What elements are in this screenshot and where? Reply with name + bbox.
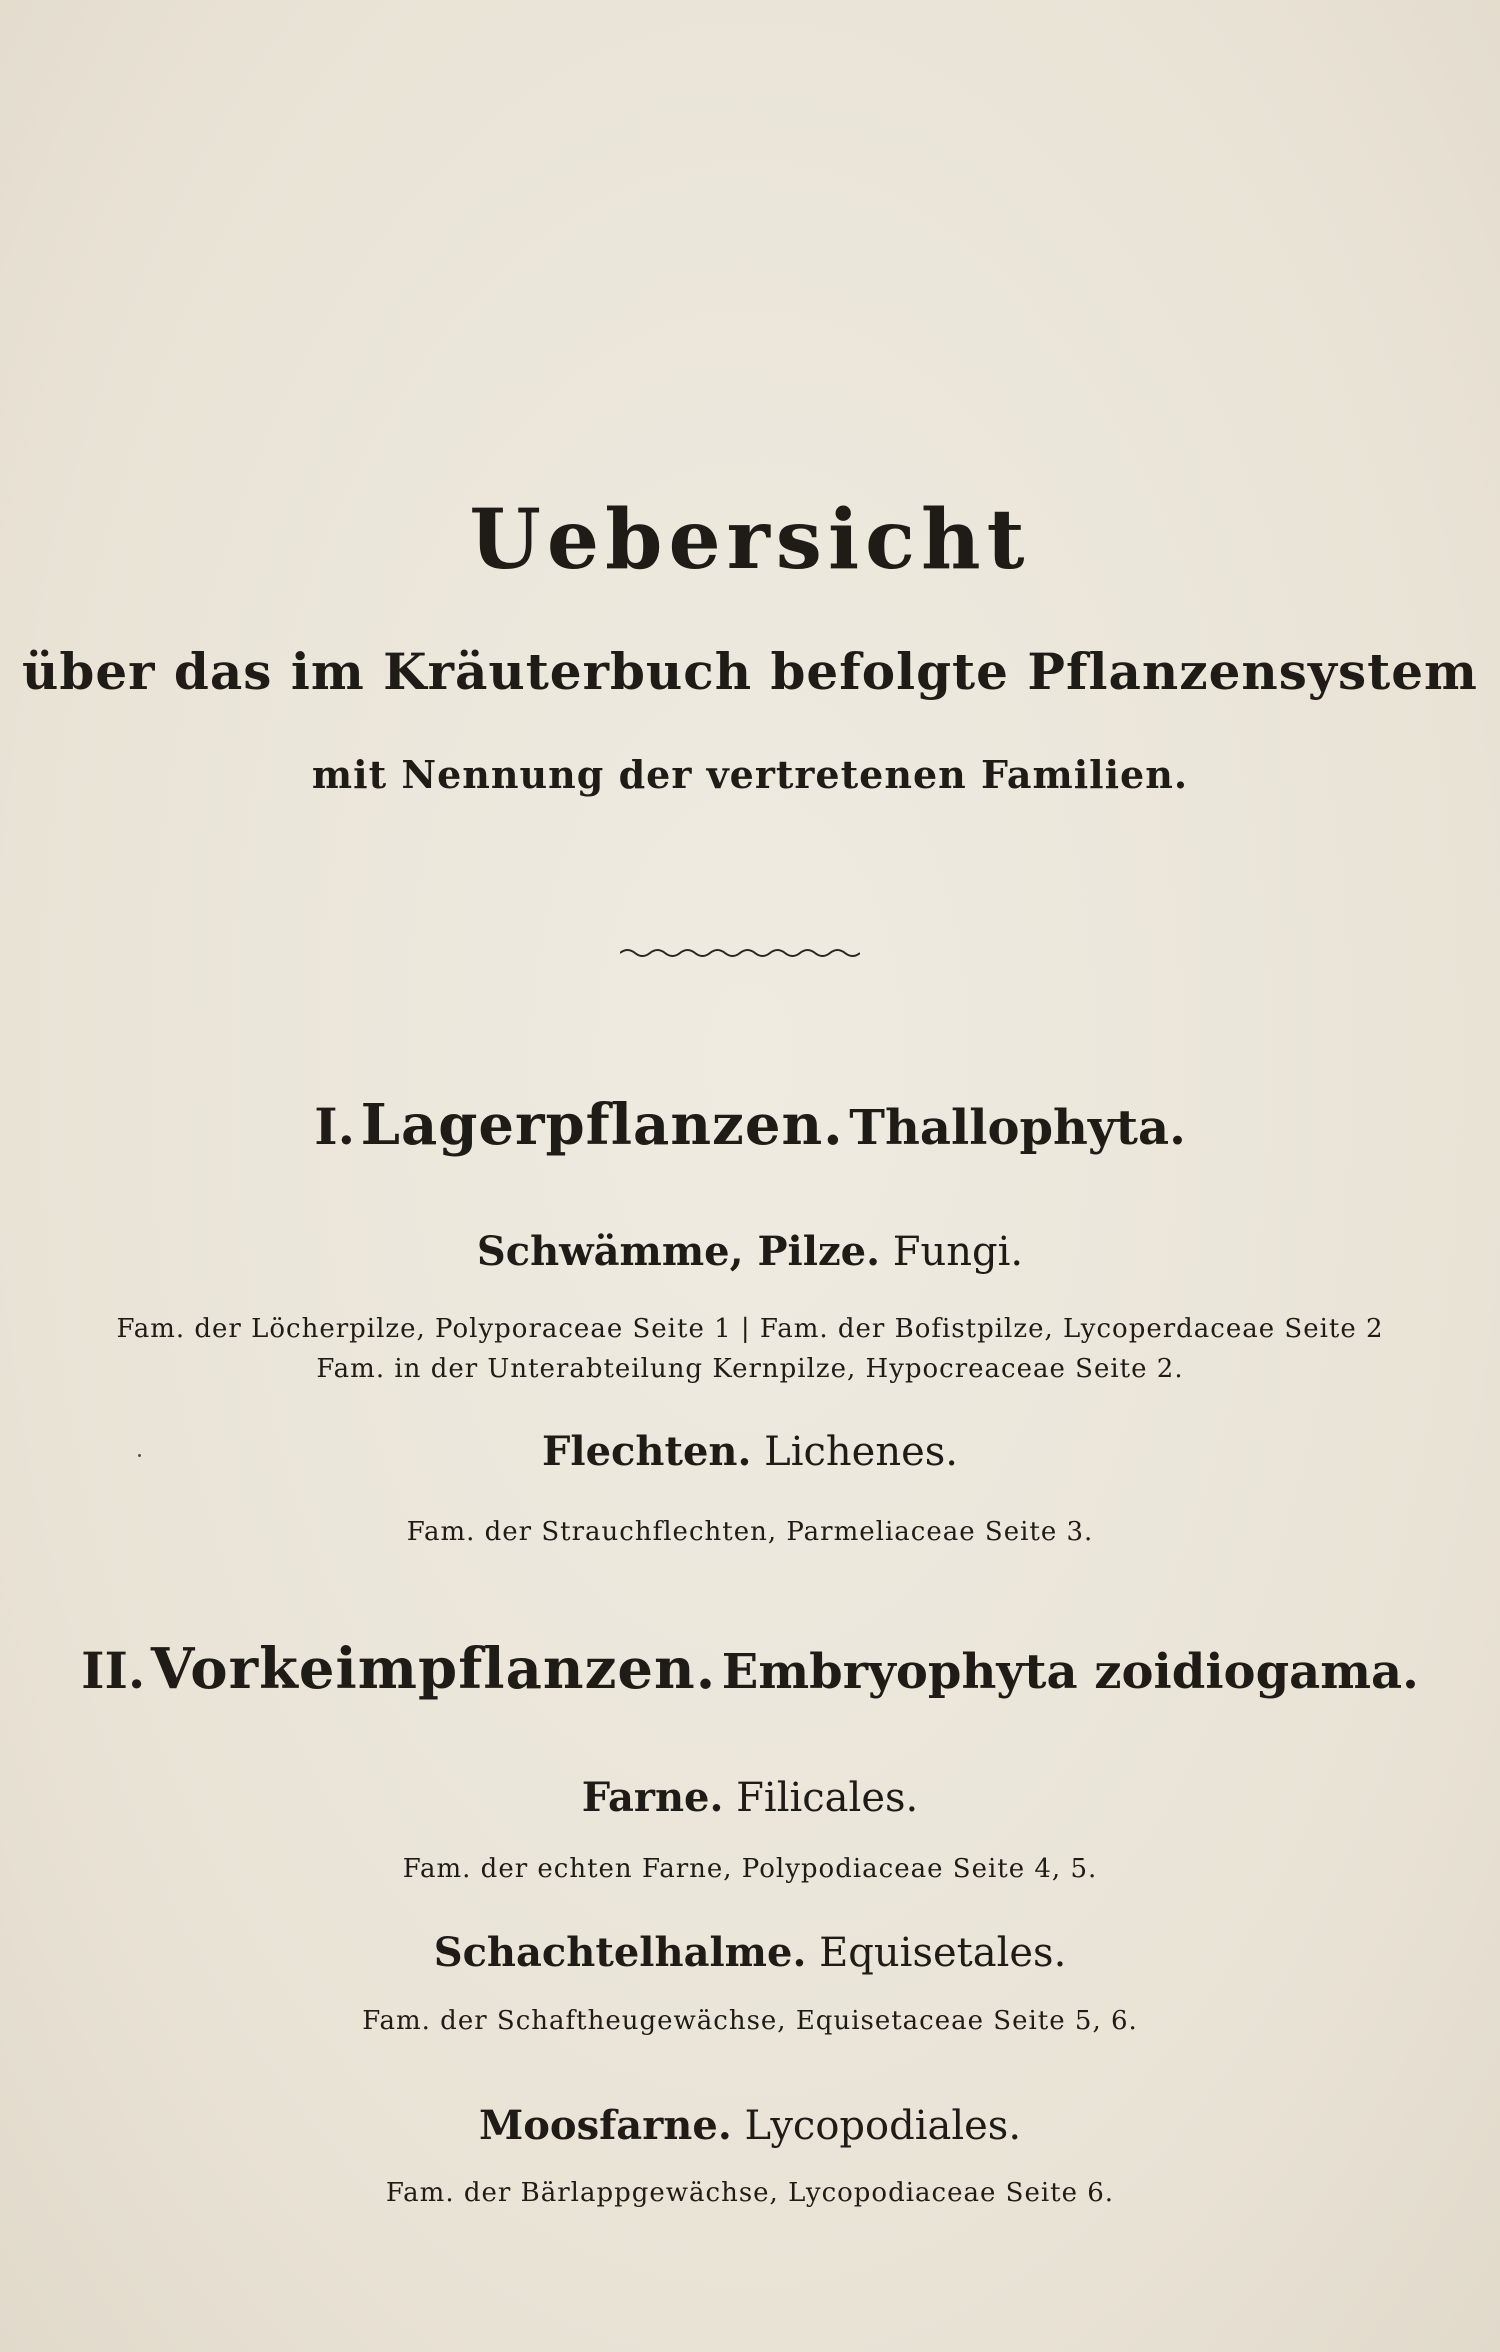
group-heading-equisetales <box>0 1929 1500 1976</box>
group-name-latin: Filicales. <box>736 1775 919 1821</box>
group-name-latin: Lycopodiales. <box>744 2103 1022 2149</box>
family-line: Fam. der Strauchflechten, Parmeliaceae Seite 3. <box>406 1517 1094 1547</box>
group-name-latin: Equisetales. <box>819 1930 1067 1976</box>
page-title: Uebersicht <box>469 492 1031 588</box>
page-subtitle: über das im Kräuterbuch befolgte Pflanzensystem <box>22 642 1478 701</box>
group-name-german: Schachtelhalme. <box>433 1929 807 1976</box>
group-name-german: Schwämme, Pilze. <box>476 1228 881 1275</box>
page-subtitle-secondary: mit Nennung der vertretenen Familien. <box>311 752 1189 797</box>
section-heading-embryophyta <box>0 1636 1500 1702</box>
family-line: Fam. in der Unterabteilung Kernpilze, Hypocreaceae Seite 2. <box>316 1354 1184 1384</box>
section-name-latin: Embryophyta zoidiogama. <box>721 1644 1419 1700</box>
section-name-german: Lagerpflanzen. <box>360 1092 844 1158</box>
group-heading-filicales <box>0 1774 1500 1821</box>
section-numeral: II. <box>81 1641 146 1700</box>
group-name-german: Moosfarne. <box>478 2102 732 2149</box>
family-line: Fam. der Schaftheugewächse, Equisetaceae Seite 5, 6. <box>362 2006 1138 2036</box>
group-name-german: Flechten. <box>541 1428 752 1475</box>
group-heading-lycopodiales <box>0 2102 1500 2149</box>
group-heading-lichenes <box>0 1428 1500 1475</box>
group-name-latin: Lichenes. <box>764 1429 958 1475</box>
section-numeral: I. <box>314 1097 355 1156</box>
section-heading-thallophyta <box>0 1092 1500 1158</box>
family-line: Fam. der Bärlappgewächse, Lycopodiaceae Seite 6. <box>385 2178 1115 2208</box>
group-name-latin: Fungi. <box>892 1229 1024 1275</box>
group-heading-fungi <box>0 1228 1500 1275</box>
family-line: Fam. der echten Farne, Polypodiaceae Seite 4, 5. <box>402 1854 1098 1884</box>
section-name-latin: Thallophyta. <box>849 1100 1186 1156</box>
group-name-german: Farne. <box>581 1774 724 1821</box>
wavy-divider <box>620 945 860 961</box>
family-line: Fam. der Löcherpilze, Polyporaceae Seite 1 | Fam. der Bofistpilze, Lycoperdaceae Seite 2 <box>116 1314 1384 1344</box>
section-name-german: Vorkeimpflanzen. <box>150 1636 717 1702</box>
